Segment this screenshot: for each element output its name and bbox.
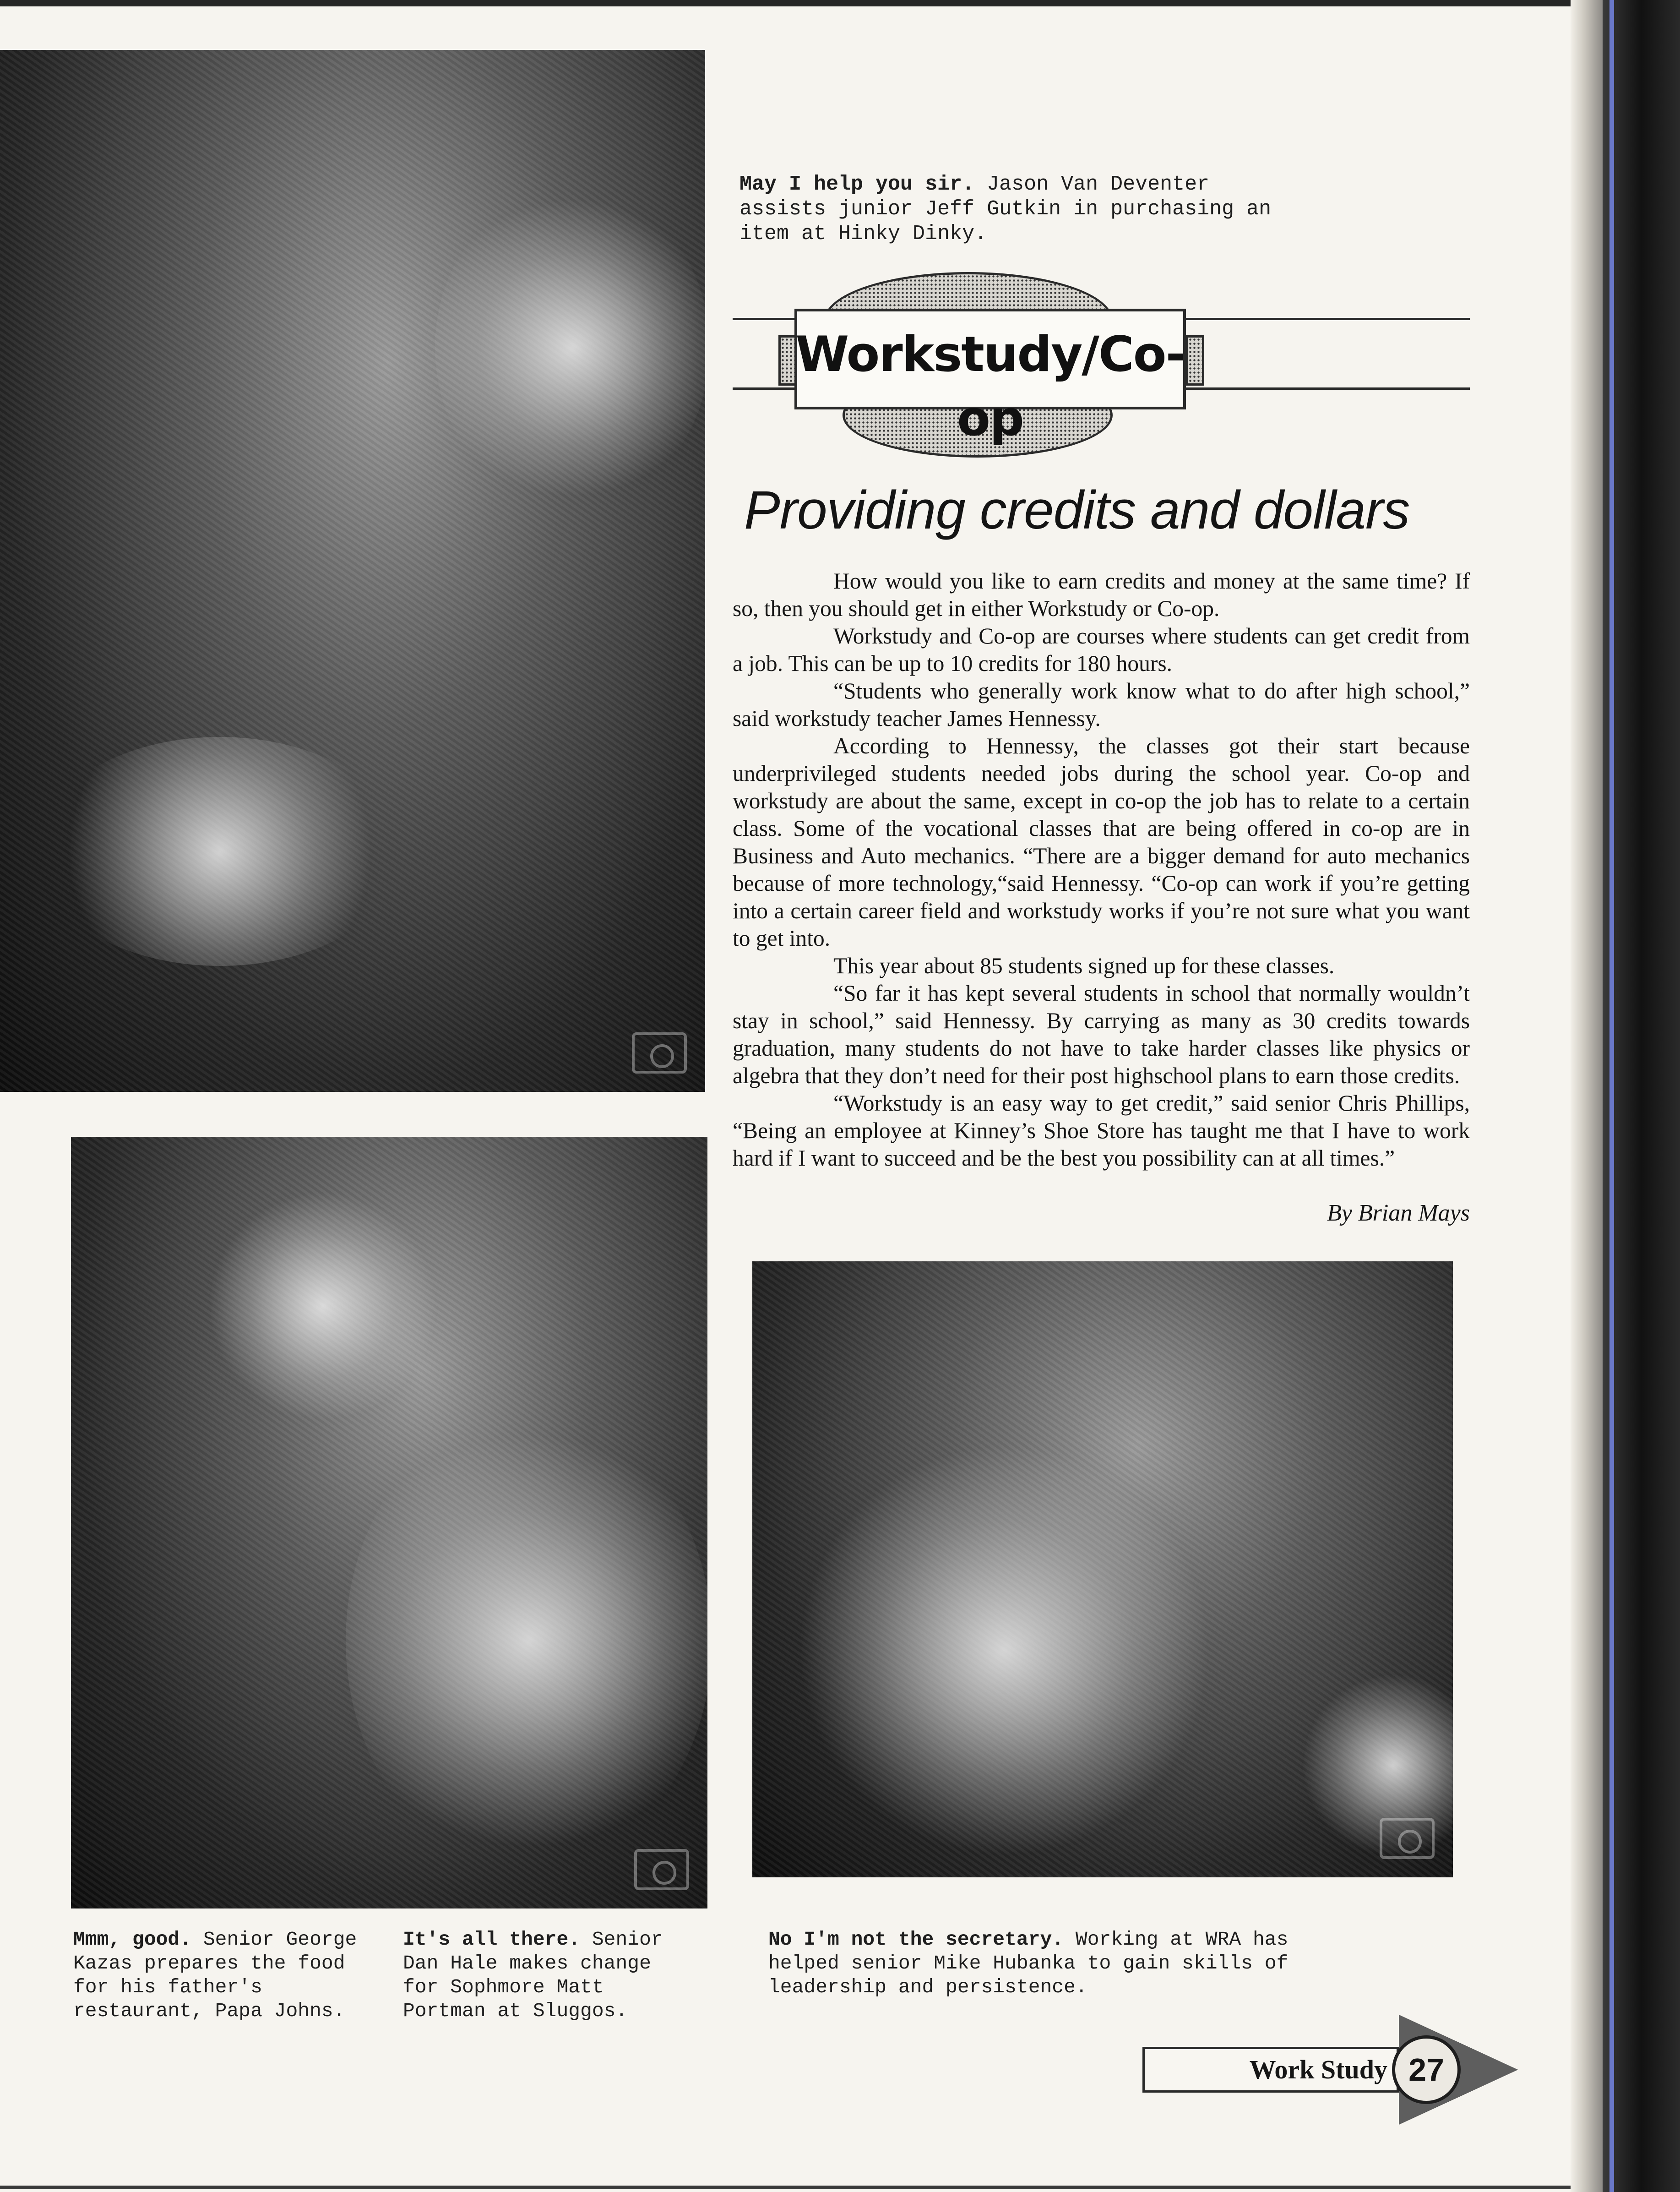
image-icon <box>634 1849 689 1890</box>
caption-lead: It's all there. <box>403 1928 581 1951</box>
caption-text: Working at WRA has helped senior Mike Hubanka to gain skills of leadership and persistence. <box>768 1928 1289 1998</box>
photo-office <box>752 1261 1453 1877</box>
article-paragraph: “So far it has kept several students in school that normally wouldn’t stay in school,” said Hennessy. By carrying as many as 30 credits towards graduation, many students do not have to take harder classes like physics or algebra that they don’t need for their post highschool plans to earn those credits. <box>733 981 1470 1088</box>
caption-bottom-middle <box>403 1928 696 2023</box>
caption-bottom-left <box>73 1928 366 2023</box>
photo-highlight <box>798 1445 1210 1857</box>
banner-tab-right <box>1186 335 1204 386</box>
article-paragraph: “Students who generally work know what to do after high school,” said workstudy teacher James Hennessy. <box>733 678 1470 731</box>
photo-highlight <box>37 737 403 966</box>
article-paragraph: “Workstudy is an easy way to get credit,” said senior Chris Phillips, “Being an employee at Kinney’s Shoe Store has taught me that I have to work hard if I want to succeed and be the best you possibility can at all times.” <box>733 1091 1470 1171</box>
article-paragraph: Workstudy and Co-op are courses where students can get credit from a job. This can be up to 10 credits for 180 hours. <box>733 623 1470 676</box>
caption-lead: May I help you sir. <box>739 173 975 196</box>
caption-lead: No I'm not the secretary. <box>768 1928 1064 1951</box>
image-icon <box>632 1032 687 1074</box>
caption-lead: Mmm, good. <box>73 1928 192 1951</box>
binding-edge-accent <box>1609 0 1614 2192</box>
article-body <box>733 567 1470 1172</box>
page-number: 27 <box>1408 2052 1444 2088</box>
caption-bottom-right <box>768 1928 1332 1999</box>
page-edge-shadow <box>1571 0 1603 2192</box>
photo-highlight <box>435 187 705 508</box>
binding-edge <box>1603 0 1680 2192</box>
photo-store-cashier <box>0 50 705 1092</box>
article-paragraph: How would you like to earn credits and money at the same time? If so, then you should get in either Workstudy or Co-op. <box>733 568 1470 621</box>
photo-highlight <box>208 1192 437 1421</box>
section-title: Workstudy/Co-op <box>795 326 1185 447</box>
banner-tab-left <box>778 335 797 386</box>
article-paragraph: This year about 85 students signed up for these classes. <box>833 953 1335 978</box>
caption-text: Senior George Kazas prepares the food for his father's restaurant, Papa Johns. <box>73 1928 357 2022</box>
byline: By Brian Mays <box>1327 1200 1470 1226</box>
article-paragraph: According to Hennessy, the classes got their start because underprivileged students needed jobs during the school year. Co-op and workstudy are about the same, except in co-op the job has to relate to a certain class. Some of the vocational classes that are being offered in co-op are in Business and Auto mechanics. “There are a bigger demand for auto mechanics because of more technology,“said Hennessy. “Co-op can work if you’re getting into a certain career field and workstudy works if you’re not sure what you want to get into. <box>733 733 1470 951</box>
caption-text: Jason Van Deventer assists junior Jeff Gutkin in purchasing an item at Hinky Dinky. <box>739 173 1272 245</box>
bottom-rule <box>0 2186 1603 2189</box>
caption-text: Senior Dan Hale makes change for Sophmore Matt Portman at Sluggos. <box>403 1928 663 2022</box>
folio-label: Work Study <box>1249 2055 1387 2084</box>
headline: Providing credits and dollars <box>744 480 1410 540</box>
photo-restaurant <box>71 1137 707 1908</box>
image-icon <box>1380 1818 1435 1859</box>
caption-top <box>739 172 1303 246</box>
photo-highlight <box>346 1412 707 1870</box>
